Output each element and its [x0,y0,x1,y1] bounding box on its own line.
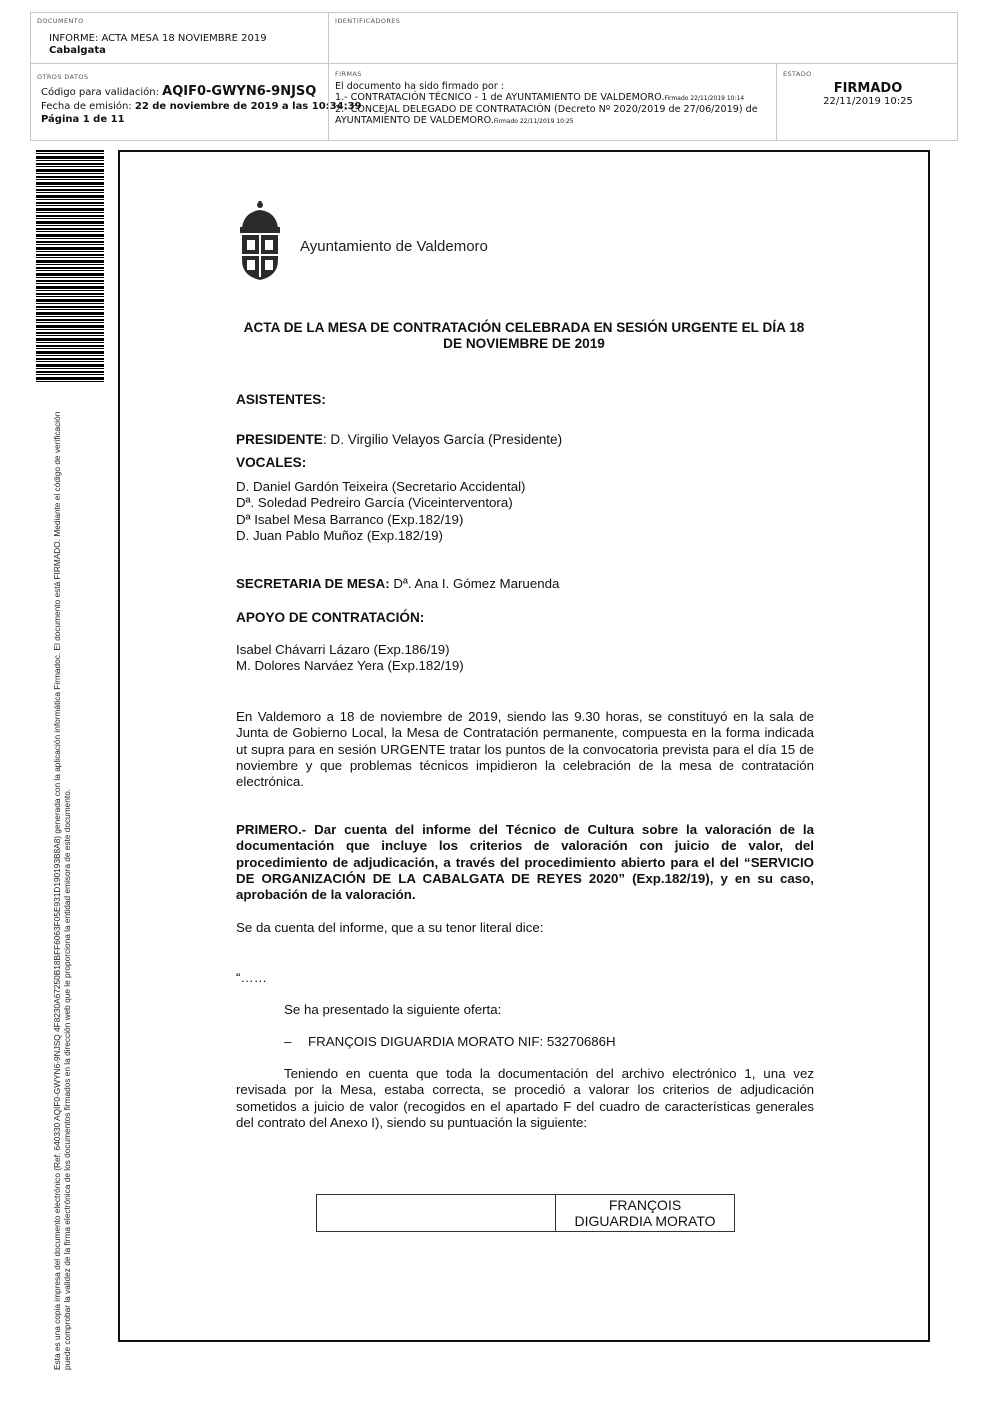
da-cuenta-text: Se da cuenta del informe, que a su tenor literal dice: [236,920,544,935]
quote-open: “…… [236,970,268,985]
table-header-line-1: FRANÇOIS [608,1197,682,1213]
secretaria-line [236,576,814,592]
teniendo-paragraph: Teniendo en cuenta que toda la documentación del archivo electrónico 1, una vez revisada por la Mesa, estaba correcta, se procedió a valorar los criterios de adjudicación sometidos a juicio de valor (recogidos en el apartado F del cuadro de características generales del contrato del Anexo I), siendo su puntuación la siguiente: [236,1066,814,1130]
apoyo-item: Isabel Chávarri Lázaro (Exp.186/19) [236,642,450,657]
identificadores-label: IDENTIFICADORES [335,17,401,25]
table-header-line-2: DIGUARDIA MORATO [574,1213,716,1229]
documento-title: INFORME: ACTA MESA 18 NOVIEMBRE 2019 [49,33,267,44]
estado-value: FIRMADO [833,81,903,96]
oferta-dash: – [284,1034,292,1049]
vocal-item: Dª. Soledad Pedreiro García (Viceinterventora) [236,495,513,511]
documento-sub: Cabalgata [49,45,106,56]
estado-date: 22/11/2019 10:25 [823,96,913,107]
side-text-line-2: puede comprobar la validez de la firma electrónica de los documentos firmados en la dirección web que le proporciona la entidad emisora de este documento. [62,788,72,1370]
vocal-item: D. Juan Pablo Muñoz (Exp.182/19) [236,527,443,543]
presidente-value: : D. Virgilio Velayos García (Presidente) [322,432,563,447]
secretaria-value: Dª. Ana I. Gómez Maruenda [389,576,560,591]
codigo-label: Código para validación: [41,87,159,98]
side-verification-text [52,380,72,1370]
fecha-label: Fecha de emisión: [41,101,132,112]
logo-text: Ayuntamiento de Valdemoro [300,238,488,255]
documento-box [30,12,329,64]
otros-datos-label: OTROS DATOS [37,73,89,81]
document-page [118,150,930,1342]
apoyo-list [236,642,814,675]
pagina: Página 1 de 11 [41,114,125,125]
table-row [317,1195,735,1232]
firma-1 [335,92,771,104]
firmas-text [335,81,771,127]
secretaria-label: SECRETARIA DE MESA: [236,576,390,591]
identificadores-box [328,12,958,64]
oferta-item [284,1034,814,1050]
primero-paragraph: PRIMERO.- Dar cuenta del informe del Técnico de Cultura sobre la valoración de la documentación que incluye los criterios de valoración con juicio de valor, del procedimiento de adjudicación, a través del procedimiento abierto para el del “SERVICIO DE ORGANIZACIÓN DE LA CABALGATA DE REYES 2020” (Exp.182/19), y en su caso, aprobación de la valoración. [236,822,814,903]
firma-1-date: Firmado 22/11/2019 10:14 [664,95,745,102]
table-empty-cell [317,1195,556,1232]
firmas-label: FIRMAS [335,70,362,78]
documento-label: DOCUMENTO [37,17,84,25]
firma-2-text: 2.- CONCEJAL DELEGADO DE CONTRATACIÓN (Decreto Nº 2020/2019 de 27/06/2019) de AYUNTAMIENTO DE VALDEMORO. [335,104,758,126]
valoracion-table [316,1194,735,1232]
coat-of-arms-logo [232,198,288,282]
intro-paragraph: En Valdemoro a 18 de noviembre de 2019, siendo las 9.30 horas, se constituyó en la sala de Junta de Gobierno Local, la Mesa de Contratación permanente, compuesta en la forma indicada ut supra para en sesión URGENTE tratar los puntos de la convocatoria prevista para el día 15 de noviembre y que problemas técnicos impidieron la celebración de la mesa de contratación electrónica. [236,709,814,790]
apoyo-item: M. Dolores Narváez Yera (Exp.182/19) [236,658,464,674]
table-header-cell [556,1195,735,1232]
documento-value [49,33,267,57]
vocal-item: Dª Isabel Mesa Barranco (Exp.182/19) [236,511,464,527]
vocal-item: D. Daniel Gardón Teixeira (Secretario Accidental) [236,479,526,494]
firma-2-date: Firmado 22/11/2019 10:25 [493,118,574,125]
asistentes-heading: ASISTENTES: [236,392,326,407]
vocales-list [236,479,814,544]
barcode [36,150,104,382]
page-title: ACTA DE LA MESA DE CONTRATACIÓN CELEBRADA EN SESIÓN URGENTE EL DÍA 18 DE NOVIEMBRE DE 2019 [243,320,805,351]
fecha-line [41,101,362,113]
codigo-value: AQIF0-GWYN6-9NJSQ [162,84,317,99]
presidente-label: PRESIDENTE [236,432,323,447]
side-text-line-1: Esta es una copia impresa del documento electrónico (Ref: 640330 AQIF0-GWYN6-9NJSQ 4F8230A67250B18BFF6063F05E931D190193B8A8) generada con la aplicación informática Firmadoc. El documento está FIRMADO. Mediante el código de verificación [52,411,62,1370]
firma-1-text: 1.- CONTRATACIÓN TÉCNICO - 1 de AYUNTAMIENTO DE VALDEMORO. [335,92,665,103]
firmas-intro: El documento ha sido firmado por : [335,81,505,92]
apoyo-heading: APOYO DE CONTRATACIÓN: [236,610,425,625]
firma-2 [335,104,771,127]
estado-box [776,63,958,141]
oferta-item-text: FRANÇOIS DIGUARDIA MORATO NIF: 53270686H [308,1034,616,1049]
vocales-heading: VOCALES: [236,455,307,470]
codigo-line [41,86,316,99]
firmas-box [328,63,777,141]
fecha-value: 22 de noviembre de 2019 a las 10:34:39 [134,101,362,112]
estado-label: ESTADO [783,70,812,78]
presidente-line [236,432,814,448]
oferta-intro: Se ha presentado la siguiente oferta: [284,1002,502,1017]
